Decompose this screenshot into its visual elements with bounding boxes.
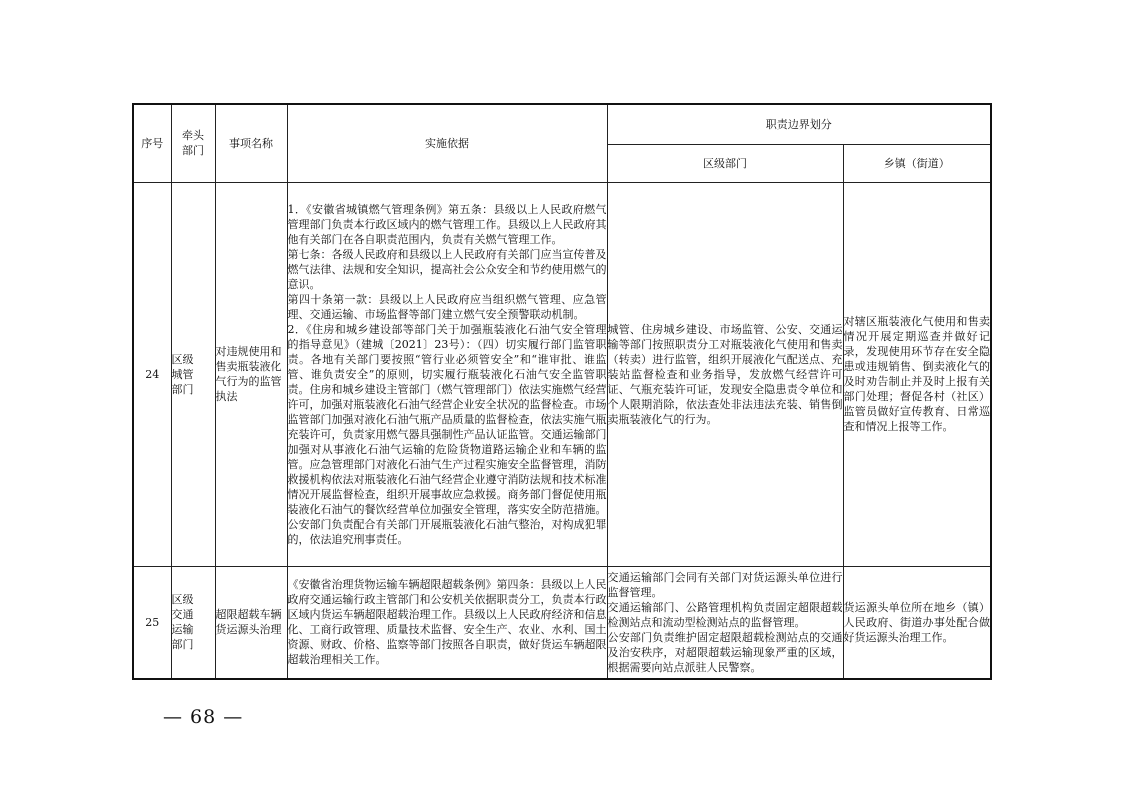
item-name: 对违规使用和售卖瓶装液化气行为的监管执法 <box>215 182 287 566</box>
district-paragraph: 城管、住房城乡建设、市场监管、公安、交通运输等部门按照职责分工对瓶装液化气使用和售卖（转卖）进行监管，组织开展液化气配送点、充装站监督检查和业务指导，发放燃气经营许可证、气瓶充装许可证，发现安全隐患责令单位和个人限期消除，依法查处非法违法充装、销售倒卖瓶装液化气的行为。 <box>607 322 843 426</box>
header-lead-dept-text: 牵头部门 <box>182 129 204 158</box>
district-paragraph: 交通运输部门会同有关部门对货运源头单位进行监督管理。 <box>607 570 843 599</box>
item-name: 超限超载车辆货运源头治理 <box>215 566 287 679</box>
header-basis: 实施依据 <box>287 104 607 182</box>
basis-paragraph: 2．《住房和城乡建设部等部门关于加强瓶装液化石油气安全管理的指导意见》（建城〔2021〕23号）：（四）切实履行部门监管职责。各地有关部门要按照“管行业必须管安全”和“谁审批、谁监管、谁负责安全”的原则，切实履行瓶装液化石油气安全监管职责。住房和城乡建设主管部门（燃气管理部门）依法实施燃气经营许可，加强对瓶装液化石油气经营企业安全状况的监督检查。市场监管部门加强对液化石油气瓶产品质量的监督检查，依法实施气瓶充装许可，负责家用燃气器具强制性产品认证监管。交通运输部门加强对从事液化石油气运输的危险货物道路运输企业和车辆的监管。应急管理部门对液化石油气生产过程实施安全监督管理，消防救援机构依法对瓶装液化石油气经营企业遵守消防法规和技术标准情况开展监督检查，组织开展事故应急救援。商务部门督促使用瓶装液化石油气的餐饮经营单位加强安全管理，落实安全防范措施。公安部门负责配合有关部门开展瓶装液化石油气整治，对构成犯罪的，依法追究刑事责任。 <box>287 322 607 546</box>
town-cell <box>843 182 991 566</box>
lead-dept <box>171 182 215 566</box>
district-paragraph: 交通运输部门、公路管理机构负责固定超限超载检测站点和流动型检测站点的监督管理。 <box>607 600 843 629</box>
district-cell <box>607 182 843 566</box>
header-lead-dept <box>171 104 215 182</box>
basis-cell <box>287 182 607 566</box>
basis-paragraph: 第四十条第一款：县级以上人民政府应当组织燃气管理、应急管理、交通运输、市场监督等部门建立燃气安全预警联动机制。 <box>287 292 607 321</box>
basis-paragraph: 第七条：各级人民政府和县级以上人民政府有关部门应当宣传普及燃气法律、法规和安全知识，提高社会公众安全和节约使用燃气的意识。 <box>287 247 607 291</box>
row-number: 25 <box>133 566 171 679</box>
table-row <box>133 182 991 566</box>
lead-dept <box>171 566 215 679</box>
lead-dept-text: 区级城管部门 <box>171 352 194 396</box>
district-cell <box>607 566 843 679</box>
basis-paragraph: 1．《安徽省城镇燃气管理条例》第五条：县级以上人民政府燃气管理部门负责本行政区域内的燃气管理工作。县级以上人民政府其他有关部门在各自职责范围内，负责有关燃气管理工作。 <box>287 202 607 246</box>
header-district: 区级部门 <box>607 144 843 182</box>
town-cell <box>843 566 991 679</box>
district-paragraph: 公安部门负责维护固定超限超载检测站点的交通及治安秩序，对超限超载运输现象严重的区域，根据需要向站点派驻人民警察。 <box>607 630 843 674</box>
header-seq: 序号 <box>133 104 171 182</box>
responsibility-table <box>132 103 992 680</box>
row-number: 24 <box>133 182 171 566</box>
town-paragraph: 对辖区瓶装液化气使用和售卖情况开展定期巡查并做好记录，发现使用环节存在安全隐患或违规销售、倒卖液化气的及时劝告制止并及时上报有关部门处理；督促各村（社区）监管员做好宣传教育、日常巡查和情况上报等工作。 <box>843 315 990 433</box>
header-responsibility: 职责边界划分 <box>607 104 991 144</box>
basis-cell <box>287 566 607 679</box>
header-town: 乡镇（街道） <box>843 144 991 182</box>
town-paragraph: 货运源头单位所在地乡（镇）人民政府、街道办事处配合做好货运源头治理工作。 <box>843 600 990 644</box>
lead-dept-text: 区级交通运输部门 <box>171 593 194 652</box>
page-number: — 68 — <box>163 706 244 728</box>
basis-paragraph: 《安徽省治理货物运输车辆超限超载条例》第四条：县级以上人民政府交通运输行政主管部门和公安机关依据职责分工，负责本行政区域内货运车辆超限超载治理工作。县级以上人民政府经济和信息化、工商行政管理、质量技术监督、安全生产、农业、水利、国土资源、财政、价格、监察等部门按照各自职责，做好货运车辆超限超载治理相关工作。 <box>287 578 607 667</box>
header-item-name: 事项名称 <box>215 104 287 182</box>
table-row <box>133 566 991 679</box>
